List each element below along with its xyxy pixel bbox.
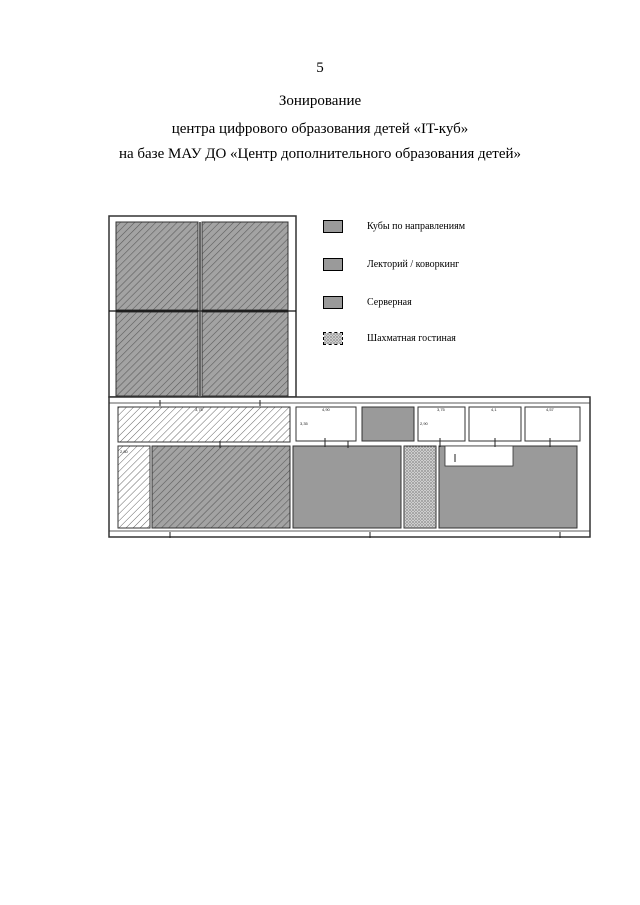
room-cube-2 — [202, 222, 288, 310]
dim-label-4: 4,57 — [546, 407, 554, 412]
page-number: 5 — [316, 60, 324, 76]
dim-label-5: 3,75 — [195, 407, 203, 412]
document-title-line-2: центра цифрового образования детей «IT-куб» — [171, 121, 469, 137]
document-title-line-1: Зонирование — [278, 93, 362, 109]
lower-block — [109, 397, 590, 538]
floor-plan — [100, 200, 600, 545]
room-cube-5 — [293, 446, 401, 528]
room-small-3 — [469, 407, 521, 441]
room-cube-4 — [202, 312, 288, 396]
room-corridor-hatched — [118, 407, 290, 442]
dim-label-6: 3,35 — [300, 421, 308, 426]
room-server — [362, 407, 414, 441]
document-title-line-3: на базе МАУ ДО «Центр дополнительного образования детей» — [118, 146, 522, 162]
room-cube-1 — [116, 222, 198, 310]
room-chess — [404, 446, 436, 528]
dim-label-3: 4,1 — [491, 407, 497, 412]
room-cube-3 — [116, 312, 198, 396]
dim-label-2: 3,75 — [437, 407, 445, 412]
room-stair — [118, 446, 150, 528]
room-lecture — [152, 446, 290, 528]
upper-block — [109, 216, 296, 397]
legend-label-chess: Шахматная гостиная — [367, 333, 456, 344]
dim-label-7: 2,90 — [420, 421, 428, 426]
legend-label-lecture: Лекторий / коворкинг — [367, 259, 460, 270]
dim-label-1: 4,90 — [322, 407, 330, 412]
room-small-4 — [525, 407, 580, 441]
dim-label-8: 2,80 — [120, 449, 128, 454]
legend-label-server: Серверная — [367, 297, 412, 308]
legend-label-cubes: Кубы по направлениям — [367, 221, 466, 232]
